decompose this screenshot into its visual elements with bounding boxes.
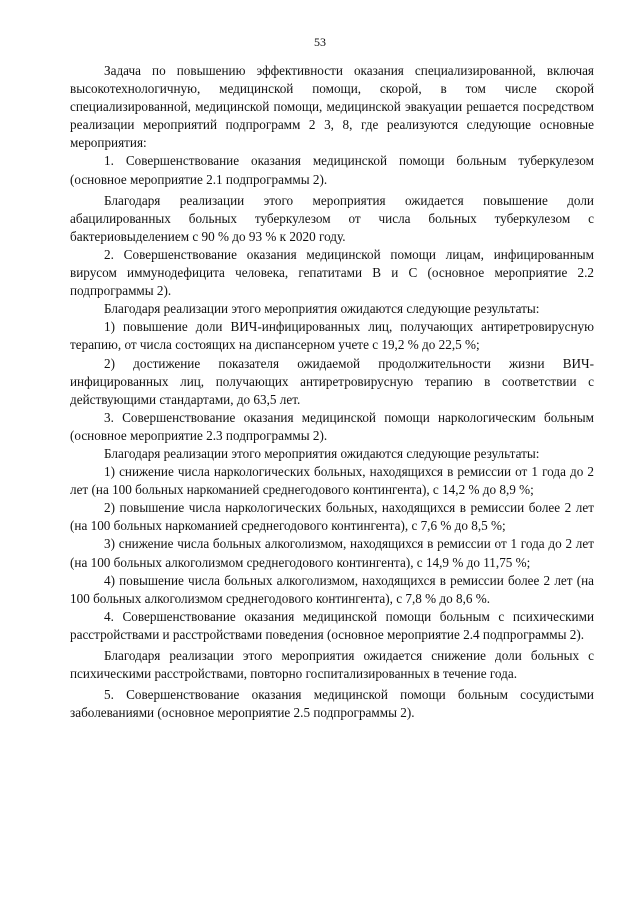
document-body bbox=[70, 62, 594, 722]
paragraph-measure-1-result: Благодаря реализации этого мероприятия ожидается повышение доли абацилированных больных туберкулезом от числа больных туберкулезом с бактериовыделением с 90 % до 93 % к 2020 году. bbox=[70, 192, 594, 244]
paragraph-measure-3-results-intro: Благодаря реализации этого мероприятия ожидаются следующие результаты: bbox=[104, 445, 540, 461]
paragraph-measure-3-result-1: 1) снижение числа наркологических больных, находящихся в ремиссии от 1 года до 2 лет (на 100 больных наркоманией среднегодового контингента), с 14,2 % до 8,9 %; bbox=[70, 464, 594, 498]
paragraph-measure-2-result-2: 2) достижение показателя ожидаемой продолжительности жизни ВИЧ-инфицированных лиц, получающих антиретровирусную терапию в соответствии с действующими стандартами, до 63,5 лет. bbox=[70, 355, 594, 407]
paragraph-measure-3-result-3: 3) снижение числа больных алкоголизмом, находящихся в ремиссии от 1 года до 2 лет (на 100 больных алкоголизмом среднегодового контингента), с 14,9 % до 11,75 %; bbox=[70, 536, 594, 570]
paragraph-measure-2-result-1: 1) повышение доли ВИЧ-инфицированных лиц, получающих антиретровирусную терапию, от числа состоящих на диспансерном учете с 19,2 % до 22,5 %; bbox=[70, 319, 594, 353]
paragraph-measure-3-result-4: 4) повышение числа больных алкоголизмом, находящихся в ремиссии более 2 лет (на 100 больных алкоголизмом среднегодового контингента), с 7,8 % до 8,6 %. bbox=[70, 572, 594, 606]
paragraph-measure-3-result-2: 2) повышение числа наркологических больных, находящихся в ремиссии более 2 лет (на 100 больных наркоманией среднегодового контингента), с 7,6 % до 8,5 %; bbox=[70, 500, 594, 534]
paragraph-task-intro: Задача по повышению эффективности оказания специализированной, включая высокотехнологичную, медицинской помощи, скорой, в том числе скорой специализированной, медицинской помощи, медицинской эвакуации решается посредством реализации мероприятий подпрограмм 2 3, 8, где реализуются следующие основные мероприятия: bbox=[70, 63, 594, 151]
paragraph-measure-2: 2. Совершенствование оказания медицинской помощи лицам, инфицированным вирусом иммунодефицита человека, гепатитами В и С (основное мероприятие 2.2 подпрограммы 2). bbox=[70, 246, 594, 299]
paragraph-measure-2-results-intro: Благодаря реализации этого мероприятия ожидаются следующие результаты: bbox=[104, 301, 540, 317]
paragraph-measure-1: 1. Совершенствование оказания медицинской помощи больным туберкулезом (основное мероприятие 2.1 подпрограммы 2). bbox=[70, 153, 594, 187]
paragraph-measure-4-result: Благодаря реализации этого мероприятия ожидается снижение доли больных с психическими расстройствами, повторно госпитализированных в течение года. bbox=[70, 648, 594, 682]
paragraph-measure-5: 5. Совершенствование оказания медицинской помощи больным сосудистыми заболеваниями (основное мероприятие 2.5 подпрограммы 2). bbox=[70, 687, 594, 721]
page-number: 53 bbox=[314, 35, 326, 49]
paragraph-measure-3: 3. Совершенствование оказания медицинской помощи наркологическим больным (основное мероприятие 2.3 подпрограммы 2). bbox=[70, 409, 594, 443]
paragraph-measure-4: 4. Совершенствование оказания медицинской помощи больным с психическими расстройствами и расстройствами поведения (основное мероприятие 2.4 подпрограммы 2). bbox=[70, 608, 594, 642]
